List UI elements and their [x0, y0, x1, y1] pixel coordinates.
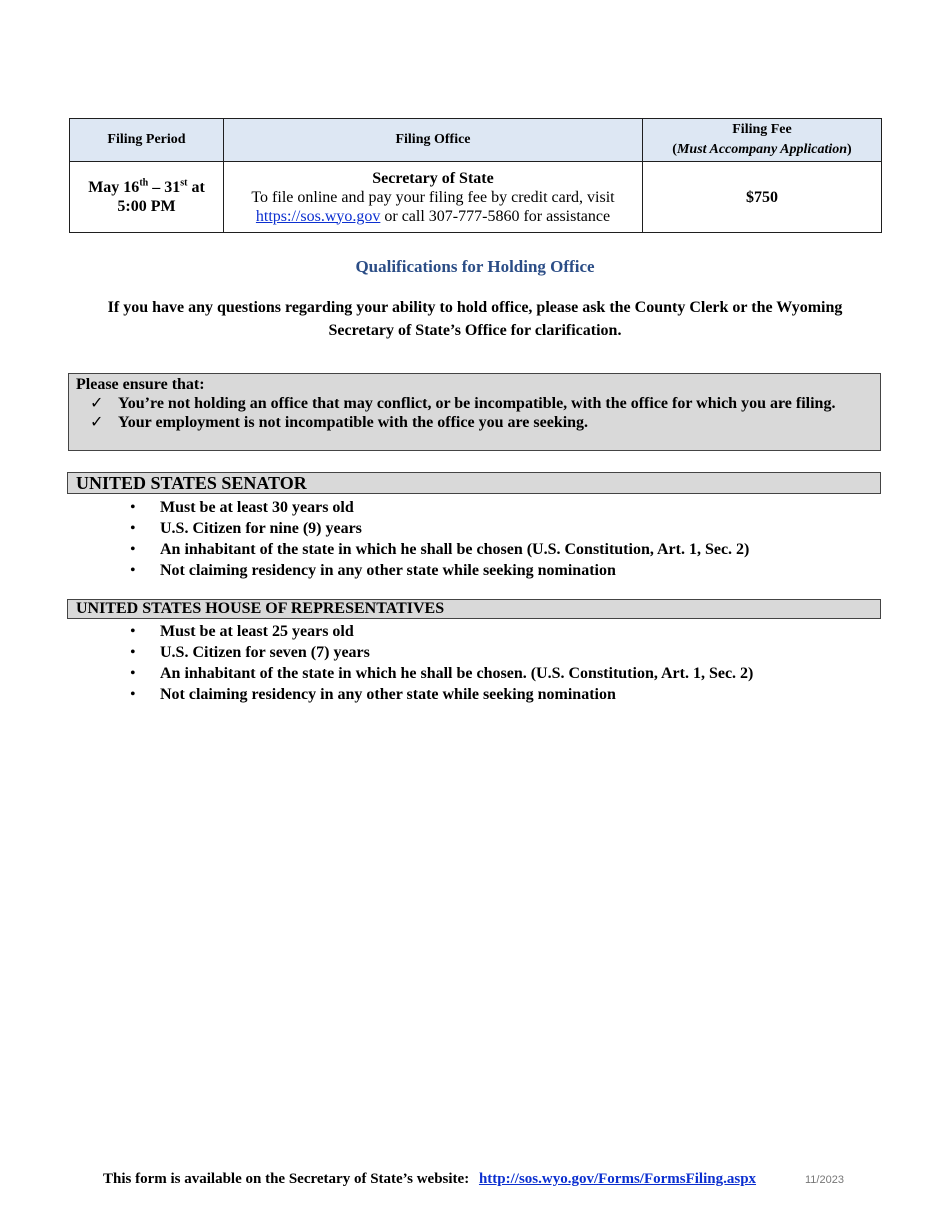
header-filing-office: Filing Office	[224, 119, 643, 162]
bullet-icon: •	[130, 520, 136, 537]
requirement-text: Not claiming residency in any other state while seeking nomination	[160, 562, 616, 579]
ensure-heading: Please ensure that:	[76, 376, 205, 393]
filing-fee-cell: $750	[643, 162, 882, 233]
forms-filing-link[interactable]: http://sos.wyo.gov/Forms/FormsFiling.aspx	[478, 1171, 757, 1187]
table-header-row	[70, 119, 882, 162]
requirement-text: Must be at least 25 years old	[160, 623, 354, 640]
qualifications-intro: If you have any questions regarding your ability to hold office, please ask the County Clerk or the Wyoming Secretary of State’s Office for clarification.	[107, 299, 843, 339]
requirement-text: Must be at least 30 years old	[160, 499, 354, 516]
ensure-item-text: You’re not holding an office that may conflict, or be incompatible, with the office for which you are filing.	[118, 395, 836, 412]
list-item	[130, 497, 749, 518]
house-requirements	[130, 621, 753, 705]
period-sup-st: st	[180, 177, 188, 189]
requirement-text: U.S. Citizen for nine (9) years	[160, 520, 362, 537]
ensure-item-text: Your employment is not incompatible with the office you are seeking.	[118, 414, 589, 431]
period-time: 5:00 PM	[117, 198, 176, 215]
sos-website-link[interactable]: https://sos.wyo.gov	[255, 207, 381, 225]
header-filing-period: Filing Period	[70, 119, 224, 162]
period-sup-th: th	[139, 177, 149, 189]
filing-period-cell	[70, 162, 224, 233]
requirement-text: An inhabitant of the state in which he shall be chosen. (U.S. Constitution, Art. 1, Sec. 2)	[160, 665, 754, 682]
list-item	[130, 518, 749, 539]
ensure-list	[76, 394, 880, 432]
header-fee-note: Must Accompany Application	[676, 142, 848, 157]
senator-heading: UNITED STATES SENATOR	[67, 472, 881, 494]
list-item	[130, 663, 753, 684]
list-item	[130, 539, 749, 560]
house-heading: UNITED STATES HOUSE OF REPRESENTATIVES	[67, 599, 881, 619]
bullet-icon: •	[130, 562, 136, 579]
list-item	[76, 394, 880, 413]
header-fee-title: Filing Fee	[732, 122, 792, 137]
paren-open: (	[672, 142, 677, 157]
table-row	[70, 162, 882, 233]
office-name: Secretary of State	[372, 169, 494, 187]
period-end: – 31	[148, 179, 181, 196]
footer	[103, 1171, 756, 1188]
senator-requirements	[130, 497, 749, 581]
requirement-text: An inhabitant of the state in which he shall be chosen (U.S. Constitution, Art. 1, Sec. 2)	[160, 541, 750, 558]
footer-text: This form is available on the Secretary of State’s website:	[103, 1171, 470, 1187]
header-filing-fee	[643, 119, 882, 162]
qualifications-title: Qualifications for Holding Office	[355, 257, 595, 276]
ensure-box	[68, 373, 881, 451]
list-item	[130, 560, 749, 581]
filing-info-table	[69, 118, 882, 233]
revision-date: 11/2023	[805, 1174, 844, 1186]
requirement-text: U.S. Citizen for seven (7) years	[160, 644, 370, 661]
checkmark-icon: ✓	[90, 395, 104, 412]
list-item	[130, 621, 753, 642]
period-start: May 16	[88, 179, 140, 196]
list-item	[130, 642, 753, 663]
office-instructions: To file online and pay your filing fee by credit card, visit	[251, 188, 615, 206]
office-phone-text: or call 307-777-5860 for assistance	[380, 207, 611, 225]
bullet-icon: •	[130, 499, 136, 516]
list-item	[76, 413, 880, 432]
bullet-icon: •	[130, 665, 136, 682]
bullet-icon: •	[130, 623, 136, 640]
requirement-text: Not claiming residency in any other state while seeking nomination	[160, 686, 616, 703]
list-item	[130, 684, 753, 705]
filing-office-cell	[224, 162, 643, 233]
bullet-icon: •	[130, 644, 136, 661]
bullet-icon: •	[130, 541, 136, 558]
paren-close: )	[847, 142, 852, 157]
checkmark-icon: ✓	[90, 414, 104, 431]
bullet-icon: •	[130, 686, 136, 703]
period-at: at	[187, 179, 205, 196]
